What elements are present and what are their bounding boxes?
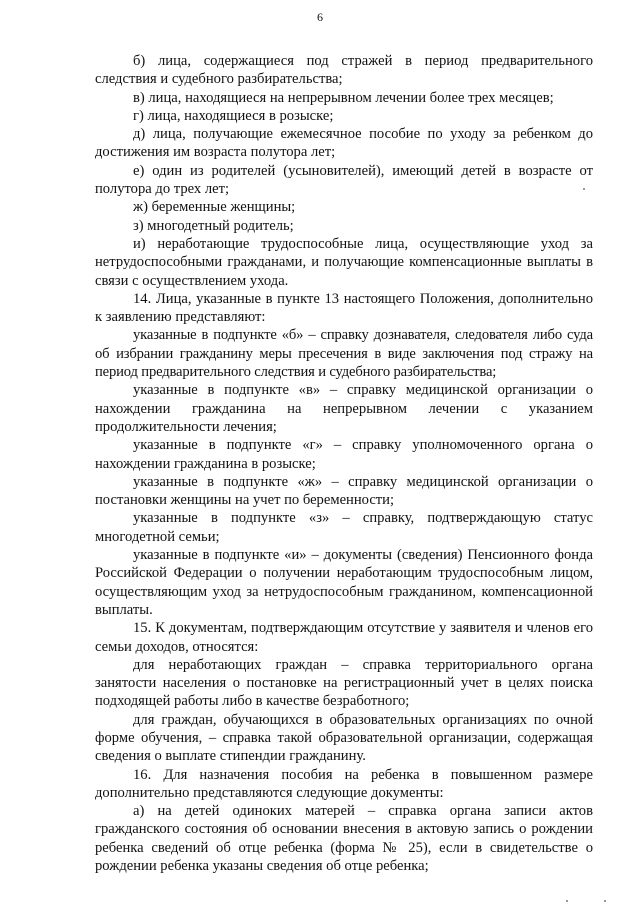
list-item-zh: ж) беременные женщины; (133, 199, 296, 216)
clause-14-item-v: указанные в подпункте «в» – справку медицинской организации о нахождении гражданина на непрерывном лечении с указанием продолжительности лечения; (95, 382, 593, 435)
clause-14-item-zh: указанные в подпункте «ж» – справку медицинской организации о постановки женщины на учет по беременности; (95, 473, 593, 509)
list-item-i: и) неработающие трудоспособные лица, осуществляющие уход за нетрудоспособными гражданами, и получающие компенсационные выплаты в связи с осуществлением ухода. (95, 235, 593, 289)
list-item-b: б) лица, содержащиеся под стражей в период предварительного следствия и судебного разбирательства; (95, 53, 593, 88)
scan-speck (583, 188, 585, 190)
clause-16: 16. Для назначения пособия на ребенка в повышенном размере дополнительно представляются следующие документы: (95, 766, 593, 801)
clause-15: 15. К документам, подтверждающим отсутствие у заявителя и членов его семьи доходов, относятся: (95, 620, 593, 655)
clause-15-students: для граждан, обучающихся в образовательных организациях по очной форме обучения, – справка такой образовательной организации, содержащая сведения о выплате стипендии гражданину. (95, 711, 593, 765)
list-item-g: г) лица, находящиеся в розыске; (133, 107, 334, 124)
clause-15-unemployed: для неработающих граждан – справка территориального органа занятости населения о постановке на регистрационный учет в целях поиска подходящей работы либо в качестве безработного; (95, 656, 593, 710)
page-number: 6 (317, 10, 323, 24)
document-body (95, 52, 593, 875)
scan-speck (566, 900, 568, 902)
list-item-e: е) один из родителей (усыновителей), имеющий детей в возрасте от полутора до трех лет; (95, 162, 593, 198)
clause-14-item-g: указанные в подпункте «г» – справку уполномоченного органа о нахождении гражданина в розыске; (95, 437, 593, 472)
clause-14: 14. Лица, указанные в пункте 13 настоящего Положения, дополнительно к заявлению представляют: (95, 290, 593, 326)
clause-14-item-z: указанные в подпункте «з» – справку, подтверждающую статус многодетной семьи; (95, 510, 593, 545)
clause-16-item-a: а) на детей одиноких матерей – справка органа записи актов гражданского состояния об основании внесения в актовую запись о рождении ребенка сведений об отце ребенка (форма № 25), если в свидетельстве о рождении ребенка указаны сведения об отце ребенка; (95, 803, 593, 875)
scan-speck (604, 900, 606, 902)
list-item-v: в) лица, находящиеся на непрерывном лечении более трех месяцев; (133, 89, 554, 106)
clause-14-item-b: указанные в подпункте «б» – справку дознавателя, следователя либо суда об избрании гражданину меры пресечения в виде заключения под стражу на период предварительного следствия и судебного разбирательства; (95, 327, 593, 381)
list-item-d: д) лица, получающие ежемесячное пособие по уходу за ребенком до достижения им возраста полутора лет; (95, 126, 593, 161)
clause-14-item-i: указанные в подпункте «и» – документы (сведения) Пенсионного фонда Российской Федерации о получении неработающим трудоспособным лицом, осуществляющим уход за нетрудоспособным гражданином, компенсационной выплаты. (95, 547, 593, 618)
list-item-z: з) многодетный родитель; (133, 217, 294, 234)
